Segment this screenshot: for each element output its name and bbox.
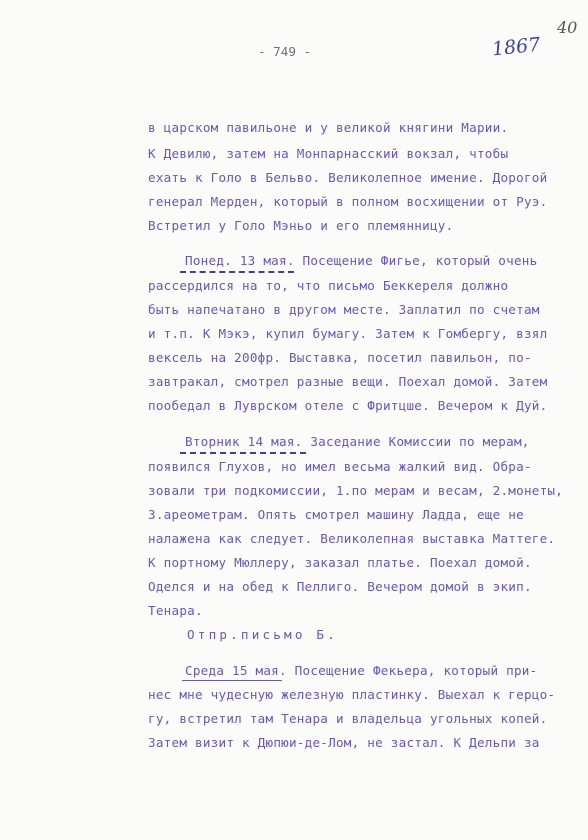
text-line: завтракал, смотрел разные вещи. Поехал домой. Затем [148, 374, 548, 389]
text-line: генерал Мерден, который в полном восхищении от Руэ. [148, 194, 548, 209]
text-line: Среда 15 мая. Посещение Фекьера, который при- [185, 663, 538, 678]
date-underline [182, 680, 282, 681]
text-line: ехать к Голо в Бельво. Великолепное имение. Дорогой [148, 170, 548, 185]
text-line: Понед. 13 мая. Посещение Фигье, который очень [185, 253, 538, 268]
text-line: пообедал в Луврском отеле с Фритцше. Вечером к Дуй. [148, 398, 548, 413]
text-line: быть напечатано в другом месте. Заплатил по счетам [148, 302, 540, 317]
date-underline-dashes [180, 452, 306, 454]
text-line: Отпр.письмо Б. [187, 627, 338, 642]
handwritten-sheet-number: 40 [557, 18, 578, 37]
text-line: гу, встретил там Тенара и владельца угольных копей. [148, 711, 548, 726]
text-line: Оделся и на обед к Пеллиго. Вечером домой в экип. [148, 579, 532, 594]
text-line: вексель на 200фр. Выставка, посетил павильон, по- [148, 350, 532, 365]
text-line: появился Глухов, но имел весьма жалкий вид. Обра- [148, 459, 532, 474]
text-line: Тенара. [148, 603, 203, 618]
text-line: Затем визит к Дюпюи-де-Лом, не застал. К Дельпи за [148, 735, 540, 750]
text-line: зовали три подкомиссии, 1.по мерам и весам, 2.монеты, [148, 483, 564, 498]
page-number: - 749 - [258, 44, 312, 59]
text-line: налажена как следует. Великолепная выставка Маттеге. [148, 531, 556, 546]
handwritten-year: 1867 [490, 33, 542, 61]
text-line: в царском павильоне и у великой княгини Марии. [148, 120, 509, 135]
text-line: нес мне чудесную железную пластинку. Выехал к герцо- [148, 687, 556, 702]
date-underline-dashes [180, 271, 294, 273]
text-line: К Девилю, затем на Монпарнасский вокзал, чтобы [148, 146, 509, 161]
text-line: Встретил у Голо Мэньо и его племянницу. [148, 218, 454, 233]
text-line: К портному Мюллеру, заказал платье. Поехал домой. [148, 555, 532, 570]
text-line: рассердился на то, что письмо Беккереля должно [148, 278, 509, 293]
text-line: и т.п. К Мэкэ, купил бумагу. Затем к Гомбергу, взял [148, 326, 548, 341]
text-line: 3.ареометрам. Опять смотрел машину Ладда, еще не [148, 507, 524, 522]
text-line: Вторник 14 мая. Заседание Комиссии по мерам, [185, 434, 530, 449]
